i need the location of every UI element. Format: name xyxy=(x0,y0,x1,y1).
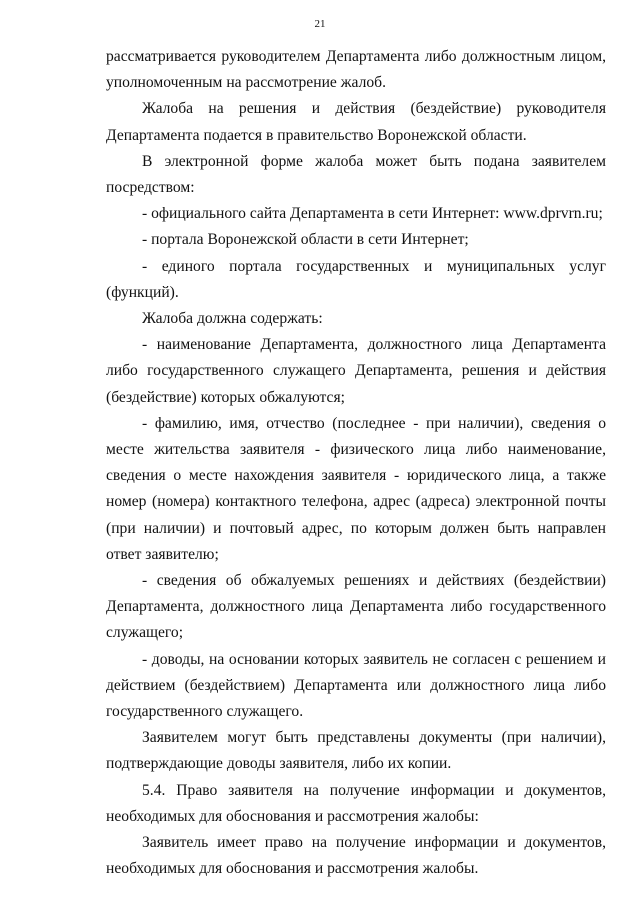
list-item-applicant-details: - фамилию, имя, отчество (последнее - при наличии), сведения о месте жительства заявителя - физического лица либо наименование, сведения о месте нахождения заявителя - юридического лица, а также номер (номера) контактного телефона, адрес (адреса) электронной почты (при наличии) и почтовый адрес, по которым должен быть направлен ответ заявителю; xyxy=(106,414,606,563)
section-5-4-heading: 5.4. Право заявителя на получение информации и документов, необходимых для обоснования и рассмотрения жалобы: xyxy=(106,781,606,825)
document-body xyxy=(106,44,606,883)
list-item-name: - наименование Департамента, должностного лица Департамента либо государственного служащего Департамента, решения и действия (бездействие) которых обжалуются; xyxy=(106,336,606,406)
list-item-unified-portal: - единого портала государственных и муниципальных услуг (функций). xyxy=(106,257,606,301)
list-item-arguments: - доводы, на основании которых заявитель не согласен с решением и действием (бездействием) Департамента или должностного лица либо государственного служащего. xyxy=(106,650,606,721)
paragraph-right-to-information: Заявитель имеет право на получение информации и документов, необходимых для обоснования и рассмотрения жалобы. xyxy=(106,834,606,878)
paragraph-electronic-form: В электронной форме жалоба может быть подана заявителем посредством: xyxy=(106,152,606,197)
page-number: 21 xyxy=(314,18,326,30)
list-item-appealed-decisions: - сведения об обжалуемых решениях и действиях (бездействии) Департамента, должностного лица Департамента либо государственного служащего; xyxy=(106,572,606,642)
paragraph-documents: Заявителем могут быть представлены документы (при наличии), подтверждающие доводы заявителя, либо их копии. xyxy=(106,729,606,773)
list-item-regional-portal: - портала Воронежской области в сети Интернет; xyxy=(142,231,469,249)
list-item-official-site: - официального сайта Департамента в сети Интернет: www.dprvrn.ru; xyxy=(142,205,603,223)
paragraph-complaint-head: Жалоба на решения и действия (бездействие) руководителя Департамента подается в правительство Воронежской области. xyxy=(106,100,606,144)
paragraph-complaint-contents: Жалоба должна содержать: xyxy=(142,310,323,328)
paragraph-continuation: рассматривается руководителем Департамента либо должностным лицом, уполномоченным на рассмотрение жалоб. xyxy=(106,48,606,92)
